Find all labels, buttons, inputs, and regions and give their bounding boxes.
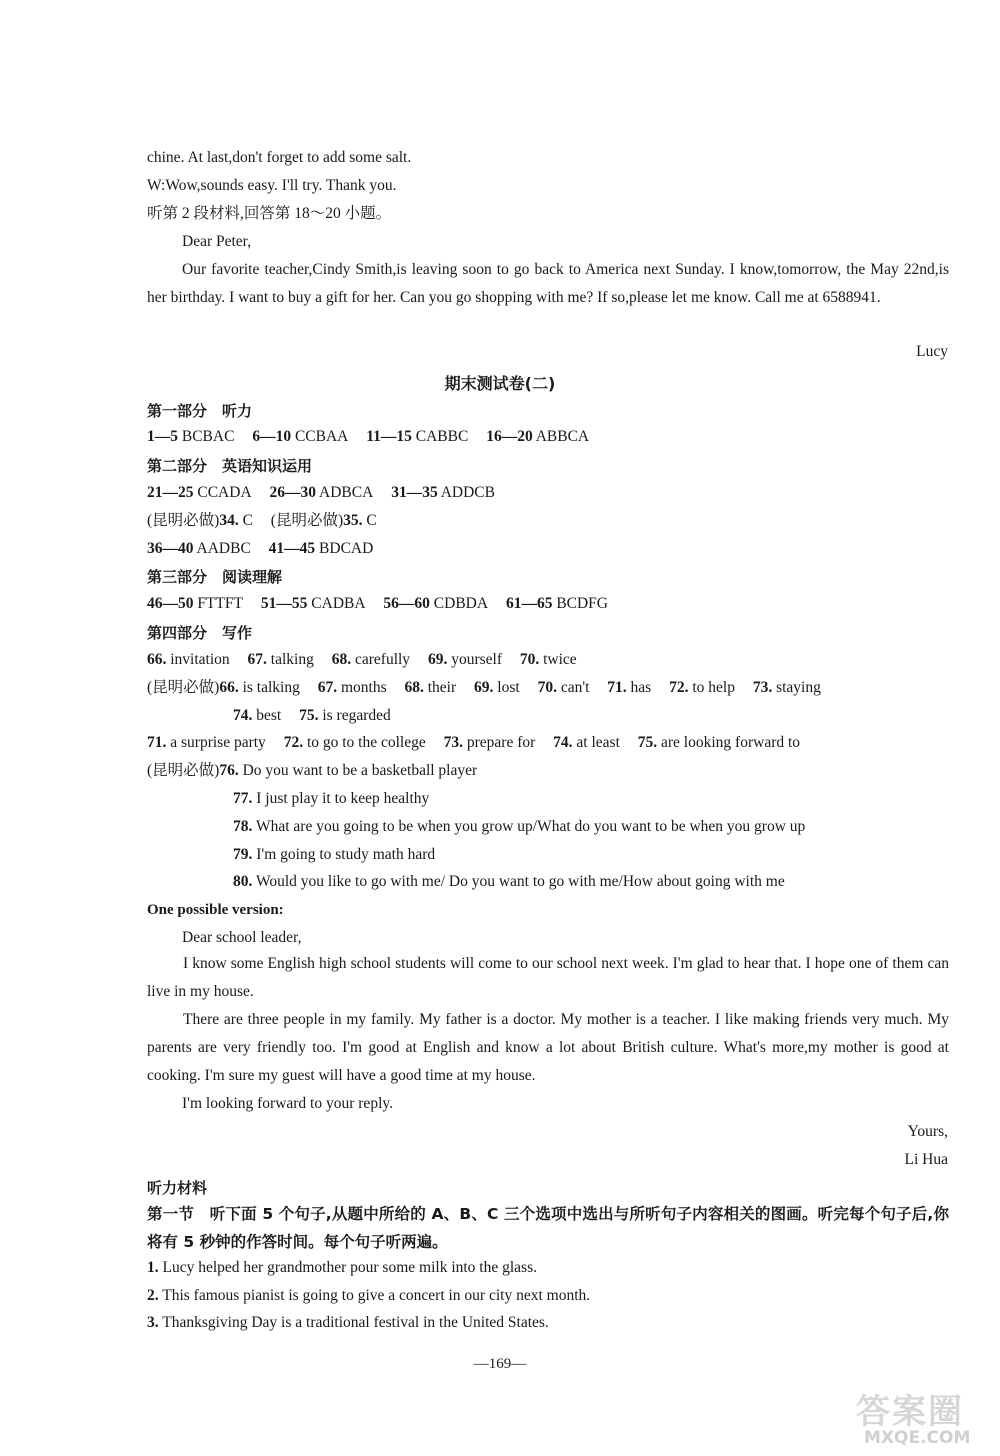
answer-value: is talking bbox=[242, 679, 300, 696]
listening-item bbox=[147, 1258, 537, 1278]
listening-item bbox=[147, 1286, 590, 1306]
answer-value: lost bbox=[497, 679, 520, 696]
item-number: 67. bbox=[247, 651, 267, 668]
answer-value: best bbox=[256, 707, 282, 724]
item-number: 79. bbox=[233, 846, 253, 863]
answer-value: has bbox=[630, 679, 652, 696]
answer-range: 36—40 bbox=[147, 540, 194, 557]
letter-greeting: Dear Peter, bbox=[182, 233, 252, 250]
answer-value: twice bbox=[543, 651, 577, 668]
answer-row bbox=[233, 817, 805, 837]
essay-paragraph: There are three people in my family. My father is a doctor. My mother is a teacher. I like making friends very much. My parents are very friendly too. I'm good at English and know a lot about British culture. What's more,my mother is good at cooking. I'm sure my guest will have a good time at my house. bbox=[147, 1011, 949, 1084]
essay-name: Li Hua bbox=[904, 1151, 948, 1168]
essay-closing: Yours, bbox=[907, 1123, 948, 1140]
answer-value: BDCAD bbox=[319, 540, 374, 557]
answer-value: prepare for bbox=[466, 734, 536, 751]
answer-row bbox=[233, 706, 391, 726]
kunming-tag: (昆明必做) bbox=[147, 762, 220, 779]
watermark-glyphs: 答案圈 bbox=[856, 1392, 964, 1432]
item-number: 75. bbox=[637, 734, 658, 751]
answer-value: C bbox=[242, 512, 253, 529]
part-heading: 第三部分 阅读理解 bbox=[147, 568, 283, 586]
answer-value: can't bbox=[560, 679, 590, 696]
answer-value: I'm going to study math hard bbox=[256, 846, 436, 863]
answer-value: to go to the college bbox=[306, 734, 426, 751]
kunming-tag: (昆明必做) bbox=[147, 679, 220, 696]
answer-row bbox=[147, 650, 577, 670]
answer-range: 31—35 bbox=[391, 484, 438, 501]
answer-value: CADBA bbox=[311, 595, 366, 612]
answer-range: 21—25 bbox=[147, 484, 194, 501]
answer-value: Would you like to go with me/ Do you want to go with me/How about going with me bbox=[255, 873, 785, 890]
kunming-tag: (昆明必做) bbox=[147, 512, 220, 529]
item-number: 69. bbox=[474, 679, 494, 696]
item-number: 73. bbox=[752, 679, 773, 696]
answer-value: FTTFT bbox=[197, 595, 244, 612]
answer-value: to help bbox=[692, 679, 735, 696]
item-number: 3. bbox=[147, 1314, 159, 1331]
watermark-logo bbox=[856, 1384, 986, 1450]
answer-row bbox=[233, 845, 435, 865]
item-number: 70. bbox=[519, 651, 540, 668]
answer-range: 46—50 bbox=[147, 595, 194, 612]
answer-range: 51—55 bbox=[260, 595, 308, 612]
answer-value: CABBC bbox=[415, 428, 469, 445]
item-number: 76. bbox=[219, 762, 239, 779]
item-text: Thanksgiving Day is a traditional festival in the United States. bbox=[162, 1314, 549, 1331]
item-number: 75. bbox=[299, 707, 319, 724]
essay-label: One possible version: bbox=[147, 902, 284, 918]
answer-value: are looking forward to bbox=[661, 734, 801, 751]
answer-value: at least bbox=[576, 734, 620, 751]
answer-value: BCBAC bbox=[181, 428, 235, 445]
answer-value: yourself bbox=[451, 651, 502, 668]
item-number: 78. bbox=[233, 818, 253, 835]
item-number: 68. bbox=[331, 651, 352, 668]
answer-value: their bbox=[427, 679, 457, 696]
answer-value: ADDCB bbox=[440, 484, 495, 501]
answer-range: 1—5 bbox=[147, 428, 178, 445]
answer-value: What are you going to be when you grow up/What do you want to be when you grow up bbox=[255, 818, 806, 835]
item-number: 74. bbox=[233, 707, 253, 724]
answer-value: a surprise party bbox=[170, 734, 266, 751]
item-number: 80. bbox=[233, 873, 253, 890]
answer-value: BCDFG bbox=[556, 595, 608, 612]
kunming-tag: (昆明必做) bbox=[270, 512, 344, 529]
watermark-url: MXQE.COM bbox=[864, 1428, 971, 1448]
text-line: 听第 2 段材料,回答第 18～20 小题。 bbox=[147, 205, 392, 222]
answer-value: ADBCA bbox=[319, 484, 374, 501]
answer-row bbox=[233, 789, 429, 809]
answer-row bbox=[147, 761, 477, 781]
answer-range: 56—60 bbox=[383, 595, 430, 612]
essay-greeting: Dear school leader, bbox=[182, 929, 302, 946]
answer-value: CCBAA bbox=[294, 428, 349, 445]
answer-value: C bbox=[366, 512, 377, 529]
answer-row bbox=[233, 872, 785, 892]
answer-range: 61—65 bbox=[505, 595, 553, 612]
answer-value: AADBC bbox=[196, 540, 251, 557]
item-number: 72. bbox=[669, 679, 689, 696]
item-number: 73. bbox=[443, 734, 463, 751]
item-number: 74. bbox=[553, 734, 573, 751]
answer-value: staying bbox=[776, 679, 821, 696]
answer-value: I just play it to keep healthy bbox=[256, 790, 430, 807]
item-number: 72. bbox=[283, 734, 304, 751]
item-number: 66. bbox=[147, 651, 167, 668]
item-number: 34. bbox=[219, 512, 239, 529]
letter-body: Our favorite teacher,Cindy Smith,is leaving soon to go back to America next Sunday. I know,tomorrow, the May 22nd,is her birthday. I want to buy a gift for her. Can you go shopping with me? If so,please let me know. Call me at 6588941. bbox=[147, 261, 949, 306]
text-line: W:Wow,sounds easy. I'll try. Thank you. bbox=[147, 177, 397, 194]
answer-range: 16—20 bbox=[486, 428, 533, 445]
page-number: —169— bbox=[473, 1356, 527, 1372]
section-title: 期末测试卷(二) bbox=[444, 374, 556, 393]
answer-value: carefully bbox=[354, 651, 411, 668]
answer-value: talking bbox=[270, 651, 314, 668]
answer-row bbox=[147, 511, 377, 531]
item-text: This famous pianist is going to give a concert in our city next month. bbox=[162, 1287, 591, 1304]
item-number: 77. bbox=[233, 790, 253, 807]
item-number: 1. bbox=[147, 1259, 159, 1276]
part-heading: 第四部分 写作 bbox=[147, 624, 253, 642]
answer-value: ABBCA bbox=[535, 428, 590, 445]
letter-signature: Lucy bbox=[916, 343, 948, 360]
answer-range: 41—45 bbox=[268, 540, 316, 557]
answer-value: CDBDA bbox=[433, 595, 489, 612]
item-number: 66. bbox=[219, 679, 239, 696]
listening-instructions: 第一节 听下面 5 个句子,从题中所给的 A、B、C 三个选项中选出与所听句子内容相关的图画。听完每个句子后,你将有 5 秒钟的作答时间。每个句子听两遍。 bbox=[147, 1205, 949, 1251]
part-heading: 第一部分 听力 bbox=[147, 402, 253, 420]
part-heading: 第二部分 英语知识运用 bbox=[147, 457, 313, 475]
answer-row bbox=[147, 594, 608, 614]
answer-row bbox=[147, 733, 800, 753]
answer-range: 6—10 bbox=[252, 428, 292, 445]
answer-value: CCADA bbox=[197, 484, 252, 501]
item-number: 2. bbox=[147, 1287, 159, 1304]
answer-range: 26—30 bbox=[269, 484, 317, 501]
item-number: 68. bbox=[404, 679, 424, 696]
essay-paragraph: I know some English high school students will come to our school next week. I'm glad to hear that. I hope one of them can live in my house. bbox=[147, 955, 949, 1000]
essay-paragraph: I'm looking forward to your reply. bbox=[182, 1095, 393, 1112]
answer-row bbox=[147, 678, 821, 698]
answer-value: is regarded bbox=[322, 707, 391, 724]
text-line: chine. At last,don't forget to add some salt. bbox=[147, 149, 412, 166]
item-number: 71. bbox=[147, 734, 167, 751]
item-number: 35. bbox=[343, 512, 363, 529]
answer-value: months bbox=[340, 679, 387, 696]
answer-row bbox=[147, 483, 495, 503]
item-number: 69. bbox=[427, 651, 448, 668]
listening-heading: 听力材料 bbox=[147, 1179, 208, 1197]
answer-range: 11—15 bbox=[366, 428, 412, 445]
item-number: 70. bbox=[537, 679, 557, 696]
answer-row bbox=[147, 427, 589, 447]
item-number: 71. bbox=[607, 679, 627, 696]
listening-item bbox=[147, 1313, 549, 1333]
answer-value: invitation bbox=[170, 651, 230, 668]
answer-row bbox=[147, 539, 373, 559]
answer-value: Do you want to be a basketball player bbox=[242, 762, 478, 779]
item-text: Lucy helped her grandmother pour some milk into the glass. bbox=[162, 1259, 537, 1276]
item-number: 67. bbox=[317, 679, 338, 696]
